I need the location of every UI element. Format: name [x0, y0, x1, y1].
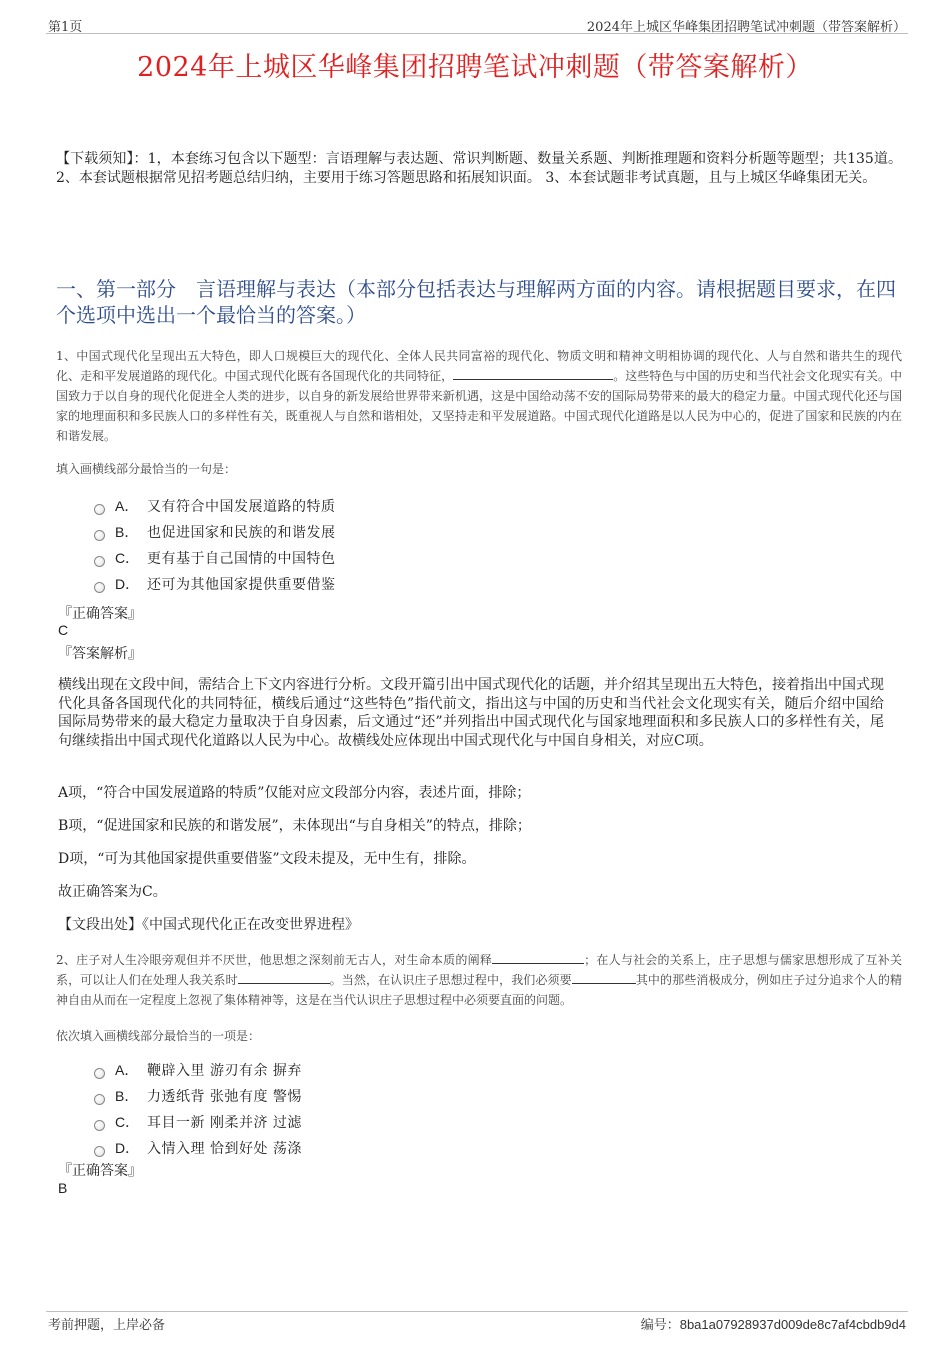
section-heading: 一、第一部分 言语理解与表达（本部分包括表达与理解两方面的内容。请根据题目要求，在四个选项中选出一个最恰当的答案。）: [56, 277, 896, 327]
question-2-blank-2: [238, 970, 330, 984]
radio-icon[interactable]: [94, 504, 105, 515]
radio-icon[interactable]: [94, 582, 105, 593]
question-1-answer: C: [58, 622, 69, 638]
question-2-option-c[interactable]: C． 耳目一新 刚柔并济 过滤: [94, 1109, 694, 1135]
question-1-text-part1: 1、中国式现代化呈现出五大特色，即人口规模巨大的现代化、全体人民共同富裕的现代化、物质文明和精神文明相协调的现代化、人与自然和谐共生的现代化、走和平发展道路的现代化。中国式现代化既有各国现代化的共同特征，: [56, 349, 902, 383]
header-doc-name: 2024年上城区华峰集团招聘笔试冲刺题（带答案解析）: [586, 20, 906, 35]
question-2-prompt: 依次填入画横线部分最恰当的一项是：: [56, 1029, 261, 1043]
question-1-option-b[interactable]: B． 也促进国家和民族的和谐发展: [94, 519, 694, 545]
radio-icon[interactable]: [94, 1146, 105, 1157]
question-2-options: [94, 1057, 694, 1161]
question-2-answer-label: 『正确答案』: [58, 1163, 142, 1179]
radio-icon[interactable]: [94, 556, 105, 567]
question-2-answer: B: [58, 1180, 68, 1196]
document-title: 2024年上城区华峰集团招聘笔试冲刺题（带答案解析）: [137, 52, 813, 83]
question-1-analysis-label: 『答案解析』: [58, 646, 142, 662]
question-2-text: 2、庄子对人生冷眼旁观但并不厌世，他思想之深刻前无古人，对生命本质的阐释 ；在人与社会的关系上，庄子思想与儒家思想形成了互补关系，可以让人们在处理人我关系时 。当然，在认识庄子思想过程中，我们必须要 其中的那些消极成分，例如庄子过分追求个人的精神自由从而在一定程度上忽视了集体精神等，这是在当代认识庄子思想过程中必须要直面的问题。: [56, 950, 902, 1010]
question-2-blank-3: [572, 970, 636, 984]
question-1-option-b-analysis: B项，“促进国家和民族的和谐发展”，未体现出“与自身相关”的特点，排除；: [58, 818, 531, 834]
footer-divider: [46, 1311, 908, 1312]
question-1-conclusion: 故正确答案为C。: [58, 884, 167, 900]
question-1-answer-label: 『正确答案』: [58, 606, 142, 622]
page-header: [46, 14, 908, 34]
footer-slogan: 考前押题，上岸必备: [48, 1318, 166, 1333]
question-1-options: [94, 493, 694, 597]
question-2-option-b[interactable]: B． 力透纸背 张弛有度 警惕: [94, 1083, 694, 1109]
question-1-option-c[interactable]: C． 更有基于自己国情的中国特色: [94, 545, 694, 571]
question-1-text: [56, 346, 902, 446]
radio-icon[interactable]: [94, 530, 105, 541]
page-number: 第1页: [48, 20, 83, 35]
footer-code-value: 8ba1a07928937d009de8c7af4cbdb9d4: [679, 1317, 906, 1332]
question-1-option-a-analysis: A项，“符合中国发展道路的特质”仅能对应文段部分内容，表述片面，排除；: [58, 785, 531, 801]
question-1-option-a[interactable]: A． 又有符合中国发展道路的特质: [94, 493, 694, 519]
footer-code: [641, 1314, 906, 1333]
question-1-blank: [453, 366, 613, 380]
radio-icon[interactable]: [94, 1094, 105, 1105]
question-2-blank-1: [492, 950, 584, 964]
question-1-option-d-analysis: D项，“可为其他国家提供重要借鉴”文段未提及，无中生有，排除。: [58, 851, 476, 867]
question-1-text-part2: 。这些特色与中国的历史和当代社会文化现实有关。中国致力于以自身的现代化促进全人类的进步，以自身的新发展给世界带来新机遇，这是中国给动荡不安的国际局势带来的最大的稳定力量。中国式现代化还与国家的地理面积和多民族人口的多样性有关，既重视人与自然和谐相处，又坚持走和平发展道路。中国式现代化道路是以人民为中心的，促进了国家和民族的内在和谐发展。: [56, 369, 902, 443]
question-1-option-d[interactable]: D． 还可为其他国家提供重要借鉴: [94, 571, 694, 597]
question-1-source: 【文段出处】《中国式现代化正在改变世界进程》: [58, 917, 359, 933]
question-2-option-a[interactable]: A． 鞭辟入里 游刃有余 摒弃: [94, 1057, 694, 1083]
question-1-prompt: 填入画横线部分最恰当的一句是：: [56, 462, 237, 476]
question-1-analysis: 横线出现在文段中间，需结合上下文内容进行分析。文段开篇引出中国式现代化的话题，并介绍其呈现出五大特色，接着指出中国式现代化具备各国现代化的共同特征，横线后通过“这些特色”指代前文，指出这与中国的历史和当代社会文化现实有关，随后介绍中国给国际局势带来的最大稳定力量取决于自身因素，后文通过“还”并列指出中国式现代化与国家地理面积和多民族人口的多样性有关，尾句继续指出中国式现代化道路以人民为中心。故横线处应体现出中国式现代化与中国自身相关，对应C项。: [58, 677, 884, 749]
download-notice: 【下载须知】：1，本套练习包含以下题型：言语理解与表达题、常识判断题、数量关系题、判断推理题和资料分析题等题型；共135道。 2、本套试题根据常见招考题总结归纳，主要用于练习答题思路和拓展知识面。 3、本套试题非考试真题，且与上城区华峰集团无关。: [56, 151, 902, 186]
radio-icon[interactable]: [94, 1120, 105, 1131]
footer-code-label: 编号：: [640, 1318, 680, 1333]
question-2-option-d[interactable]: D． 入情入理 恰到好处 荡涤: [94, 1135, 694, 1161]
radio-icon[interactable]: [94, 1068, 105, 1079]
